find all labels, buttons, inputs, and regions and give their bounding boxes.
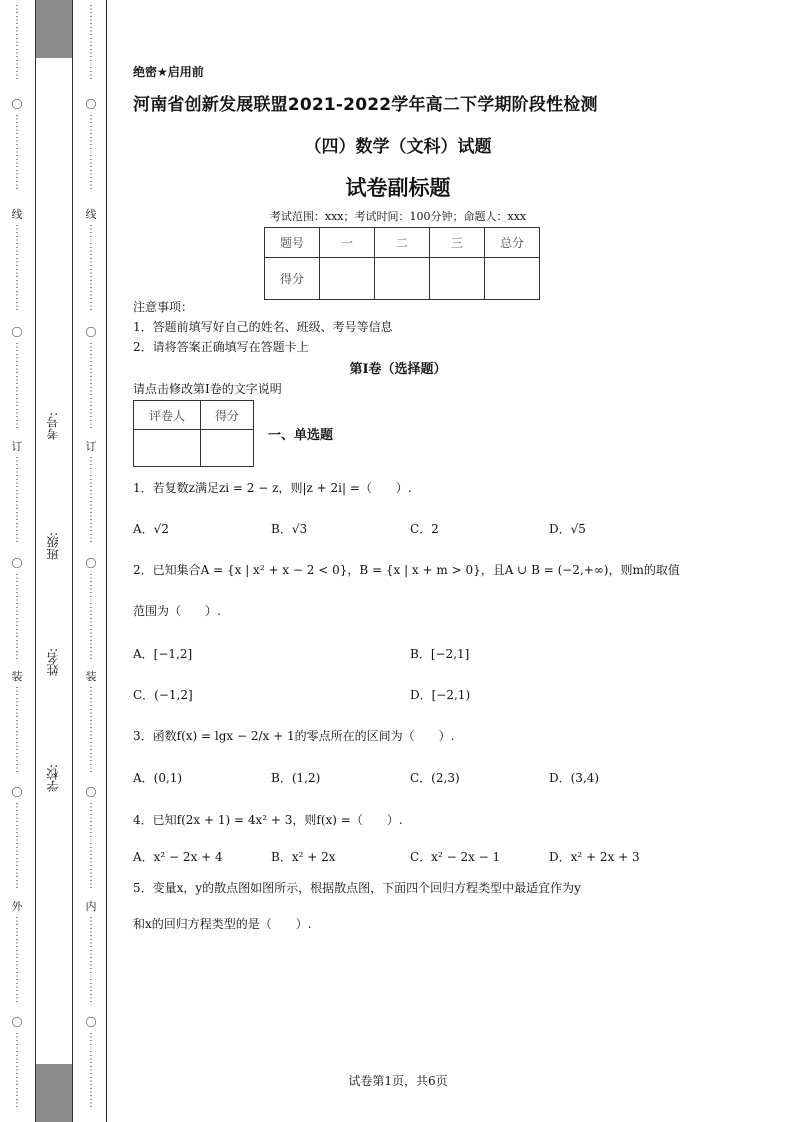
exam-info: 考试范围：xxx；考试时间：100分钟；命题人：xxx xyxy=(269,210,527,223)
mark-ding: 订 xyxy=(85,440,97,453)
dotted-cut-line: ⋮ ⋮ ⋮ ⋮ ⋮ ⋮ ⋮ ⋮ xyxy=(12,342,22,430)
question-4-stem: 4．已知f(2x + 1) = 4x² + 3，则f(x) =（ ）. xyxy=(133,813,403,827)
grader-header-cell: 得分 xyxy=(201,401,254,430)
name-label: 姓名: xyxy=(46,648,60,677)
student-id-label: 考号: xyxy=(46,412,60,441)
notice-title: 注意事项： xyxy=(133,300,194,314)
circle-mark: 〇 xyxy=(11,786,23,799)
question-5-stem: 5．变量x，y的散点图如图所示，根据散点图，下面四个回归方程类型中最适宜作为y xyxy=(133,881,581,895)
grader-table xyxy=(133,400,254,467)
gray-block-top xyxy=(36,0,72,58)
dotted-cut-line: ⋮ ⋮ ⋮ ⋮ ⋮ ⋮ ⋮ ⋮ xyxy=(86,573,96,661)
question-2-stem-cont: 范围为（ ）. xyxy=(133,604,221,618)
q3-option-a: A．(0,1) xyxy=(133,771,183,785)
dotted-cut-line: ⋮ ⋮ ⋮ ⋮ ⋮ ⋮ ⋮ ⋮ xyxy=(86,686,96,774)
mark-nei: 内 xyxy=(85,900,97,913)
school-label: 学校: xyxy=(46,764,60,793)
inner-binding-strip xyxy=(72,0,106,1122)
dotted-cut-line: ⋮ ⋮ ⋮ ⋮ ⋮ ⋮ ⋮ ⋮ xyxy=(86,224,96,312)
score-header-cell: 总分 xyxy=(485,228,540,258)
mark-wai: 外 xyxy=(11,900,23,913)
q3-option-b: B．(1,2) xyxy=(271,771,321,785)
dotted-cut-line: ⋮ ⋮ ⋮ ⋮ ⋮ ⋮ ⋮ xyxy=(12,4,22,81)
mark-ding: 订 xyxy=(11,440,23,453)
dotted-cut-line: ⋮ ⋮ ⋮ ⋮ ⋮ ⋮ ⋮ ⋮ xyxy=(86,456,96,544)
q1-option-d: D．√5 xyxy=(549,522,586,536)
q1-option-c: C．2 xyxy=(410,522,439,536)
section-note: 请点击修改第I卷的文字说明 xyxy=(133,382,282,396)
question-2-stem: 2．已知集合A = {x | x² + x − 2 < 0}，B = {x | x + m > 0}，且A ∪ B = (−2,+∞)，则m的取值 xyxy=(133,563,680,577)
dotted-cut-line: ⋮ ⋮ ⋮ ⋮ ⋮ ⋮ ⋮ ⋮ xyxy=(12,224,22,312)
page-footer: 试卷第1页，共6页 xyxy=(348,1074,448,1088)
question-1-stem: 1．若复数z满足zi = 2 − z，则|z + 2i| =（ ）. xyxy=(133,481,412,495)
grader-cell[interactable] xyxy=(134,430,201,467)
dotted-cut-line: ⋮ ⋮ ⋮ ⋮ ⋮ ⋮ ⋮ xyxy=(12,1032,22,1109)
score-cell[interactable] xyxy=(320,258,375,300)
section-title: 第I卷（选择题） xyxy=(349,362,447,377)
mark-zhuang: 装 xyxy=(85,670,97,683)
class-label: 班级: xyxy=(46,532,60,561)
score-header-cell: 题号 xyxy=(265,228,320,258)
q2-option-d: D．[−2,1) xyxy=(410,688,471,702)
student-info-strip xyxy=(35,0,73,1122)
exam-title-line2: （四）数学（文科）试题 xyxy=(304,137,492,157)
score-table xyxy=(264,227,540,300)
circle-mark: 〇 xyxy=(85,557,97,570)
circle-mark: 〇 xyxy=(11,98,23,111)
notice-item: 1．答题前填写好自己的姓名、班级、考号等信息 xyxy=(133,320,393,334)
dotted-cut-line: ⋮ ⋮ ⋮ ⋮ ⋮ ⋮ ⋮ xyxy=(86,114,96,191)
mark-xian: 线 xyxy=(11,208,23,221)
q2-option-a: A．[−1,2] xyxy=(133,647,193,661)
confidential-label: 绝密★启用前 xyxy=(133,65,204,79)
dotted-cut-line: ⋮ ⋮ ⋮ ⋮ ⋮ ⋮ ⋮ ⋮ xyxy=(86,916,96,1004)
circle-mark: 〇 xyxy=(11,1016,23,1029)
score-cell[interactable] xyxy=(485,258,540,300)
binding-border-line xyxy=(106,0,107,1122)
dotted-cut-line: ⋮ ⋮ ⋮ ⋮ ⋮ ⋮ ⋮ ⋮ xyxy=(86,342,96,430)
dotted-cut-line: ⋮ ⋮ ⋮ ⋮ ⋮ ⋮ ⋮ ⋮ xyxy=(12,456,22,544)
mark-zhuang: 装 xyxy=(11,670,23,683)
exam-subtitle: 试卷副标题 xyxy=(345,176,451,200)
score-row-label: 得分 xyxy=(265,258,320,300)
gray-block-bottom xyxy=(36,1064,72,1122)
circle-mark: 〇 xyxy=(11,557,23,570)
dotted-cut-line: ⋮ ⋮ ⋮ ⋮ ⋮ ⋮ ⋮ xyxy=(86,1032,96,1109)
score-header-cell: 一 xyxy=(320,228,375,258)
dotted-cut-line: ⋮ ⋮ ⋮ ⋮ ⋮ ⋮ ⋮ ⋮ xyxy=(12,802,22,890)
part-title: 一、单选题 xyxy=(268,428,334,443)
grader-header-cell: 评卷人 xyxy=(134,401,201,430)
score-cell[interactable] xyxy=(375,258,430,300)
q4-option-a: A．x² − 2x + 4 xyxy=(133,850,223,864)
circle-mark: 〇 xyxy=(85,98,97,111)
q3-option-d: D．(3,4) xyxy=(549,771,600,785)
score-cell[interactable] xyxy=(430,258,485,300)
dotted-cut-line: ⋮ ⋮ ⋮ ⋮ ⋮ ⋮ ⋮ ⋮ xyxy=(12,686,22,774)
q1-option-a: A．√2 xyxy=(133,522,169,536)
dotted-cut-line: ⋮ ⋮ ⋮ ⋮ ⋮ ⋮ ⋮ ⋮ xyxy=(12,916,22,1004)
circle-mark: 〇 xyxy=(85,1016,97,1029)
q4-option-d: D．x² + 2x + 3 xyxy=(549,850,640,864)
mark-xian: 线 xyxy=(85,208,97,221)
dotted-cut-line: ⋮ ⋮ ⋮ ⋮ ⋮ ⋮ ⋮ xyxy=(86,4,96,81)
score-header-cell: 二 xyxy=(375,228,430,258)
q1-option-b: B．√3 xyxy=(271,522,308,536)
question-5-stem-cont: 和x的回归方程类型的是（ ）. xyxy=(133,917,312,931)
q4-option-c: C．x² − 2x − 1 xyxy=(410,850,501,864)
circle-mark: 〇 xyxy=(11,326,23,339)
dotted-cut-line: ⋮ ⋮ ⋮ ⋮ ⋮ ⋮ ⋮ xyxy=(12,114,22,191)
exam-title-line1: 河南省创新发展联盟2021-2022学年高二下学期阶段性检测 xyxy=(133,95,598,115)
dotted-cut-line: ⋮ ⋮ ⋮ ⋮ ⋮ ⋮ ⋮ ⋮ xyxy=(12,573,22,661)
q2-option-c: C．(−1,2] xyxy=(133,688,193,702)
q3-option-c: C．(2,3) xyxy=(410,771,460,785)
question-3-stem: 3．函数f(x) = lgx − 2/x + 1的零点所在的区间为（ ）. xyxy=(133,729,455,743)
outer-binding-strip xyxy=(0,0,34,1122)
score-header-cell: 三 xyxy=(430,228,485,258)
q4-option-b: B．x² + 2x xyxy=(271,850,336,864)
grader-cell[interactable] xyxy=(201,430,254,467)
dotted-cut-line: ⋮ ⋮ ⋮ ⋮ ⋮ ⋮ ⋮ ⋮ xyxy=(86,802,96,890)
circle-mark: 〇 xyxy=(85,786,97,799)
circle-mark: 〇 xyxy=(85,326,97,339)
notice-item: 2．请将答案正确填写在答题卡上 xyxy=(133,340,309,354)
q2-option-b: B．[−2,1] xyxy=(410,647,470,661)
